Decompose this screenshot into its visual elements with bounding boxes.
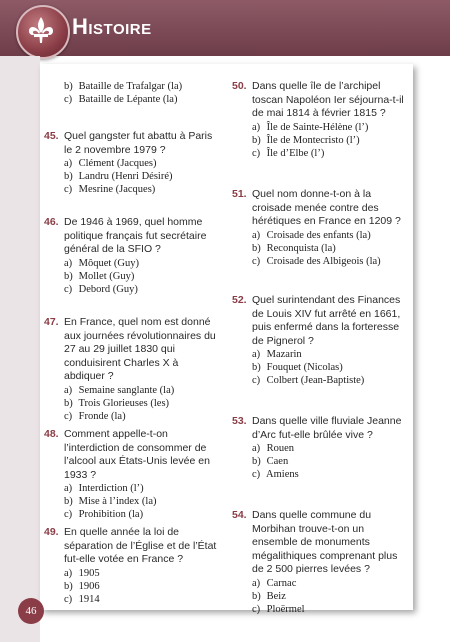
question-53 — [232, 415, 410, 481]
question-54 — [232, 509, 410, 616]
answer-option: c) Fronde (la) — [64, 410, 126, 422]
answer-option: c) Ploërmel — [252, 603, 305, 615]
question-45 — [44, 130, 219, 196]
question-number: 45. — [44, 130, 59, 142]
answer-option: b) Beiz — [252, 590, 286, 602]
question-number: 54. — [232, 509, 247, 521]
question-text: En France, quel nom est donné aux journées révolutionnaires du 27 au 29 juillet 1830 qui conduisirent Charles X à abdiquer ? — [64, 316, 216, 382]
answer-option: b) Caen — [252, 456, 289, 467]
answer-option: c) Île d’Elbe (l’) — [252, 147, 325, 159]
question-text: Quel nom donne-t-on à la croisade menée contre des hérétiques en France en 1209 ? — [252, 188, 401, 227]
answer-option: c) 1914 — [64, 593, 100, 605]
answer-option: b) Mise à l’index (la) — [64, 496, 157, 507]
answer-option: b) Île de Montecristo (l’) — [252, 134, 360, 146]
question-51 — [232, 188, 410, 268]
page-number: 46 — [18, 598, 44, 624]
carry-over-options — [44, 80, 219, 106]
question-text: Dans quelle île de l’archipel toscan Napoléon Ier séjourna-t-il de mai 1814 à février 1815 ? — [252, 80, 404, 119]
question-48 — [44, 428, 219, 521]
answer-option: a) Île de Sainte-Hélène (l’) — [252, 121, 369, 133]
answer-option: b) Landru (Henri Désiré) — [64, 171, 173, 182]
question-text: En quelle année la loi de séparation de l’Église et de l’État fut-elle votée en France ? — [64, 526, 217, 565]
fleur-de-lis-icon — [16, 5, 70, 59]
question-text: Quel gangster fut abattu à Paris le 2 novembre 1979 ? — [64, 130, 213, 156]
question-number: 47. — [44, 316, 59, 328]
answer-option: c) Mesrine (Jacques) — [64, 184, 156, 195]
answer-option: b) Mollet (Guy) — [64, 270, 135, 282]
question-47 — [44, 316, 219, 423]
answer-option: a) Carnac — [252, 577, 297, 589]
answer-option: a) Môquet (Guy) — [64, 257, 139, 269]
answer-option: a) Interdiction (l’) — [64, 483, 144, 494]
answer-option: a) 1905 — [64, 567, 100, 579]
answer-option: a) Mazarin — [252, 349, 302, 360]
answer-option: b) Bataille de Trafalgar (la) — [64, 81, 183, 92]
answer-option: c) Bataille de Lépante (la) — [64, 94, 178, 105]
question-number: 46. — [44, 216, 59, 228]
question-number: 48. — [44, 428, 59, 440]
answer-option: a) Croisade des enfants (la) — [252, 229, 371, 241]
answer-option: a) Clément (Jacques) — [64, 158, 157, 169]
question-text: Dans quelle ville fluviale Jeanne d’Arc fut-elle brûlée vive ? — [252, 415, 402, 441]
question-46 — [44, 216, 219, 296]
question-text: Comment appelle-t-on l’interdiction de consommer de l’alcool aux États-Unis levée en 1933 ? — [64, 428, 210, 481]
question-52 — [232, 294, 410, 387]
question-text: Dans quelle commune du Morbihan trouve-t-on un ensemble de monuments mégalithiques comprenant plus de 2 500 pierres levées ? — [252, 509, 398, 575]
question-number: 50. — [232, 80, 247, 92]
answer-option: c) Amiens — [252, 469, 299, 480]
answer-option: c) Debord (Guy) — [64, 283, 138, 295]
answer-option: a) Rouen — [252, 443, 295, 454]
answer-option: c) Croisade des Albigeois (la) — [252, 255, 381, 267]
answer-option: b) 1906 — [64, 580, 100, 592]
answer-option: b) Fouquet (Nicolas) — [252, 362, 343, 373]
question-49 — [44, 526, 219, 606]
answer-option: c) Colbert (Jean-Baptiste) — [252, 375, 365, 386]
answer-option: a) Semaine sanglante (la) — [64, 384, 175, 396]
answer-option: b) Trois Glorieuses (les) — [64, 397, 170, 409]
answer-option: c) Prohibition (la) — [64, 509, 144, 520]
question-number: 49. — [44, 526, 59, 538]
answer-option: b) Reconquista (la) — [252, 242, 336, 254]
page-sidebar — [0, 56, 40, 642]
question-number: 52. — [232, 294, 247, 306]
question-number: 51. — [232, 188, 247, 200]
question-text: De 1946 à 1969, quel homme politique français fut secrétaire général de la SFIO ? — [64, 216, 207, 255]
question-text: Quel surintendant des Finances de Louis XIV fut arrêté en 1661, puis enfermé dans la forteresse de Pignerol ? — [252, 294, 401, 347]
question-50 — [232, 80, 410, 160]
question-number: 53. — [232, 415, 247, 427]
chapter-title: Histoire — [72, 14, 152, 39]
